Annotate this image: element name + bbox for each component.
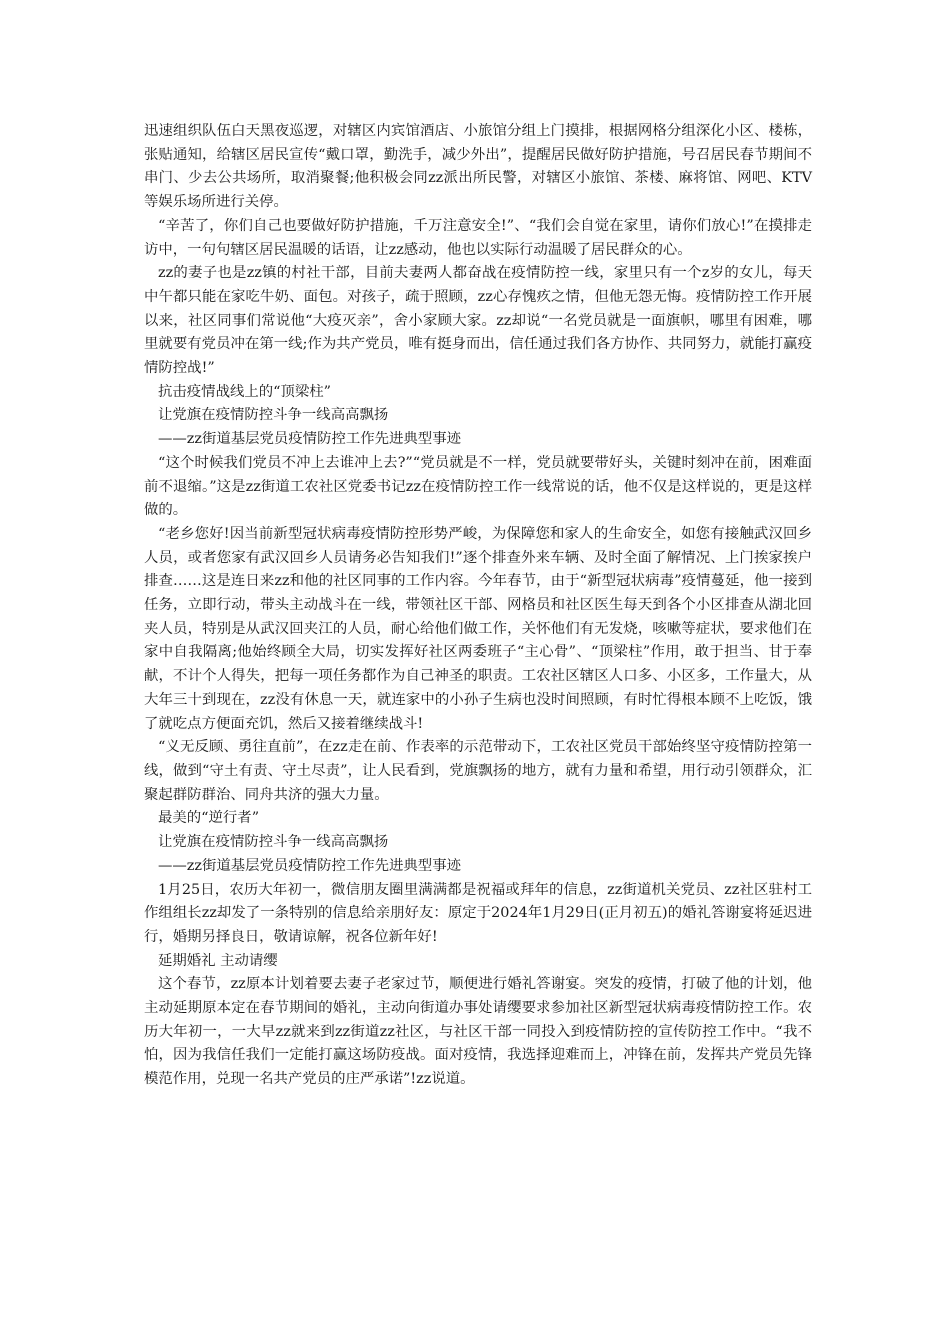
paragraph: zz的妻子也是zz镇的村社干部，目前夫妻两人都奋战在疫情防控一线，家里只有一个z岁的女儿，每天中午都只能在家吃牛奶、面包。对孩子，疏于照顾，zz心存愧疚之情，但他无怨无悔。疫情防控工作开展以来，社区同事们常说他“大疫灭亲”，舍小家顾大家。zz却说“一名党员就是一面旗帜，哪里有困难，哪里就要有党员冲在第一线;作为共产党员，唯有挺身而出，信任通过我们各方协作、共同努力，就能打赢疫情防控战!”: [144, 265, 812, 377]
paragraph: 1月25日，农历大年初一，微信朋友圈里满满都是祝福或拜年的信息，zz街道机关党员、zz社区驻村工作组组长zz却发了一条特别的信息给亲朋好友：原定于2024年1月29日(正月初五)的婚礼答谢宴将延迟进行，婚期另择良日，敬请谅解，祝各位新年好!: [144, 881, 812, 945]
section-heading: 抗击疫情战线上的“顶梁柱”: [158, 383, 332, 400]
paragraph: “老乡您好!因当前新型冠状病毒疫情防控形势严峻，为保障您和家人的生命安全，如您有接触武汉回乡人员，或者您家有武汉回乡人员请务必告知我们!”逐个排查外来车辆、及时全面了解情况、上门挨家挨户排查……这是连日来zz和他的社区同事的工作内容。今年春节，由于“新型冠状病毒”疫情蔓延，他一接到任务，立即行动，带头主动战斗在一线，带领社区干部、网格员和社区医生每天到各个小区排查从湖北回夹人员，特别是从武汉回夹江的人员，耐心给他们做工作，关怀他们有无发烧，咳嗽等症状，要求他们在家中自我隔离;他始终顾全大局，切实发挥好社区两委班子“主心骨”、“顶梁柱”作用，敢于担当、甘于奉献，不计个人得失，把每一项任务都作为自己神圣的职责。工农社区辖区人口多、小区多，工作量大，从大年三十到现在，zz没有休息一天，就连家中的小孙子生病也没时间照顾，有时忙得根本顾不上吃饭，饿了就吃点方便面充饥，然后又接着继续战斗!: [144, 525, 812, 732]
section-subheading: 让党旗在疫情防控斗争一线高高飘扬: [158, 834, 389, 851]
section-subtitle: ——zz街道基层党员疫情防控工作先进典型事迹: [158, 431, 461, 448]
paragraph: “这个时候我们党员不冲上去谁冲上去?”“党员就是不一样，党员就要带好头，关键时刻冲在前，困难面前不退缩。”这是zz街道工农社区党委书记zz在疫情防控工作一线常说的话，他不仅是这样说的，更是这样做的。: [144, 454, 812, 519]
section-heading: 最美的“逆行者”: [158, 810, 260, 827]
paragraph: “辛苦了，你们自己也要做好防护措施，千万注意安全!”、“我们会自觉在家里，请你们放心!”在摸排走访中，一句句辖区居民温暖的话语，让zz感动，他也以实际行动温暖了居民群众的心。: [144, 217, 812, 258]
paragraph: 迅速组织队伍白天黑夜巡逻，对辖区内宾馆酒店、小旅馆分组上门摸排，根据网格分组深化小区、楼栋，张贴通知，给辖区居民宣传“戴口罩，勤洗手，减少外出”，提醒居民做好防护措施，号召居民春节期间不串门、少去公共场所，取消聚餐;他积极会同zz派出所民警，对辖区小旅馆、茶楼、麻将馆、网吧、KTV等娱乐场所进行关停。: [144, 123, 812, 211]
section-subheading: 让党旗在疫情防控斗争一线高高飘扬: [158, 407, 389, 424]
paragraph: “义无反顾、勇往直前”，在zz走在前、作表率的示范带动下，工农社区党员干部始终坚守疫情防控第一线，做到“守土有责、守土尽责”，让人民看到，党旗飘扬的地方，就有力量和希望，用行动引领群众，汇聚起群防群治、同舟共济的强大力量。: [144, 739, 812, 803]
paragraph: 这个春节，zz原本计划着要去妻子老家过节，顺便进行婚礼答谢宴。突发的疫情，打破了他的计划，他主动延期原本定在春节期间的婚礼，主动向街道办事处请缨要求参加社区新型冠状病毒疫情防控工作。农历大年初一，一大早zz就来到zz街道zz社区，与社区干部一同投入到疫情防控的宣传防控工作中。“我不怕，因为我信任我们一定能打赢这场防疫战。面对疫情，我选择迎难而上，冲锋在前，发挥共产党员先锋模范作用，兑现一名共产党员的庄严承诺”!zz说道。: [144, 976, 812, 1088]
section-heading: 延期婚礼 主动请缨: [158, 952, 278, 969]
section-subtitle: ——zz街道基层党员疫情防控工作先进典型事迹: [158, 857, 461, 874]
document-body: [144, 120, 812, 1092]
